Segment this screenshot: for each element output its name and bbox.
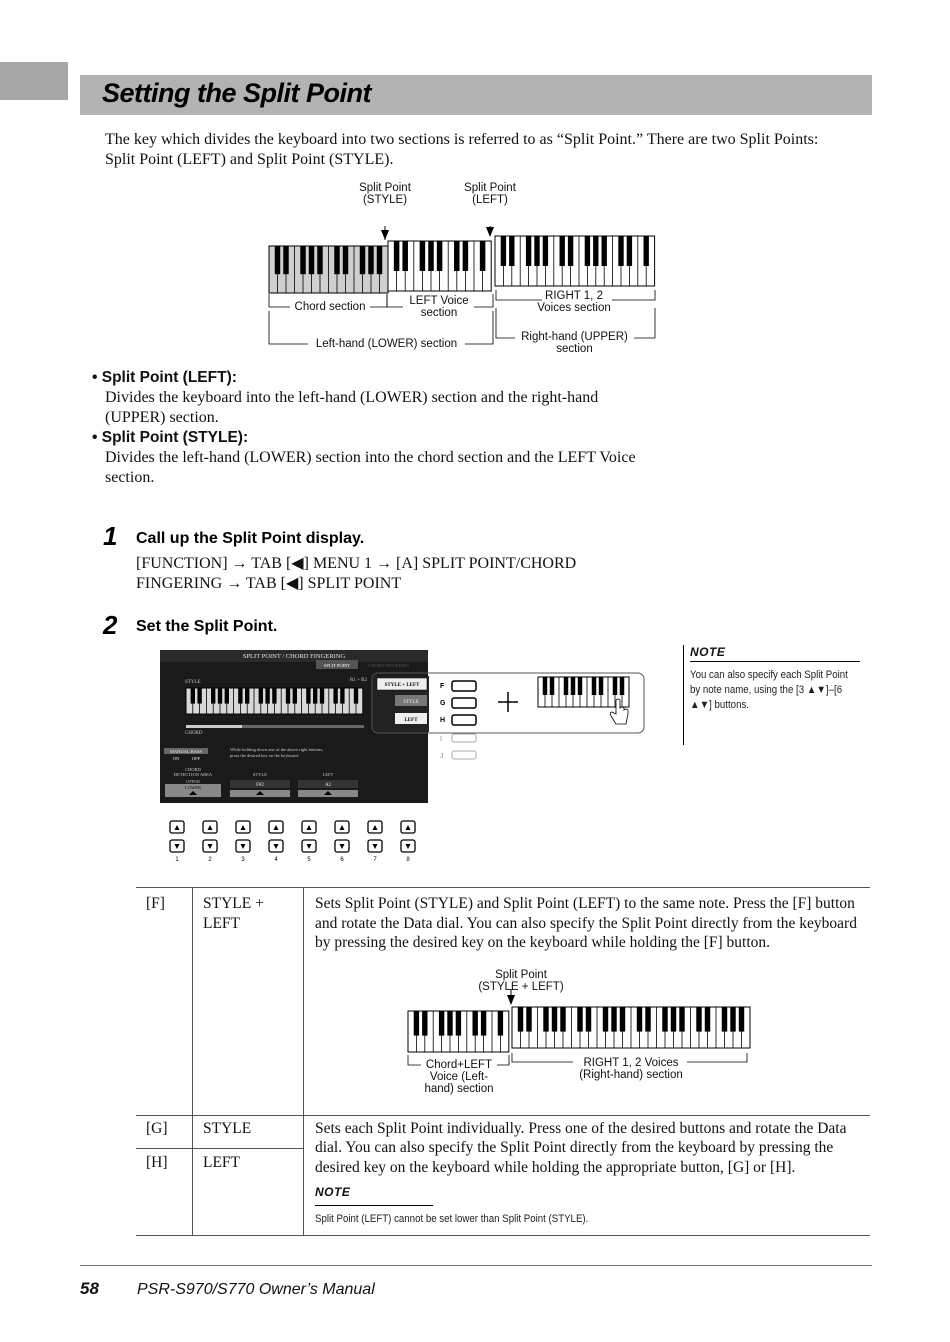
knob-number: 4 bbox=[274, 857, 278, 863]
black-key bbox=[225, 688, 229, 704]
black-key bbox=[354, 688, 358, 704]
black-key bbox=[439, 1011, 444, 1036]
black-key bbox=[454, 241, 460, 271]
bullet-text: Divides the keyboard into the left-hand (LOWER) section and the right-hand (UPPER) section. bbox=[105, 389, 599, 426]
black-key bbox=[730, 1007, 735, 1032]
note-heading: NOTE bbox=[690, 645, 726, 659]
black-key bbox=[613, 677, 617, 695]
letter-f: F bbox=[440, 683, 445, 690]
letter-h: H bbox=[440, 717, 446, 724]
table-row bbox=[136, 1115, 870, 1149]
label-chord-left-voice: Chord+LEFT Voice (Left- hand) section bbox=[424, 1058, 494, 1095]
knob-number: 3 bbox=[241, 857, 245, 863]
letter-i: I bbox=[440, 736, 442, 743]
black-key bbox=[309, 246, 314, 274]
keyboard-right-voices bbox=[495, 236, 655, 286]
table-desc: Sets each Split Point individually. Press one of the desired buttons and rotate the Data dial. You can also specify the Split Point directly from the keyboard by pressing the desired key on the keyboard while holding the appropriate button, [G] or [H]. NOTE Split Point (LEFT) cannot be set lower than Split Point (STYLE). bbox=[304, 1115, 871, 1235]
callout-keyboard bbox=[538, 677, 629, 707]
black-key bbox=[456, 1011, 461, 1036]
black-key bbox=[620, 1007, 625, 1032]
black-key bbox=[265, 688, 269, 704]
black-key bbox=[585, 236, 590, 266]
black-key bbox=[437, 241, 443, 271]
black-key bbox=[564, 677, 568, 695]
black-key bbox=[518, 1007, 523, 1032]
black-key bbox=[238, 688, 242, 704]
black-key bbox=[568, 236, 573, 266]
black-key bbox=[481, 1011, 486, 1036]
black-key bbox=[722, 1007, 727, 1032]
footer-rule bbox=[80, 1265, 872, 1266]
black-key bbox=[534, 236, 539, 266]
step-instructions: [FUNCTION] → TAB [◀] MENU 1 → [A] SPLIT POINT/CHORD FINGERING → TAB [◀] SPLIT POINT bbox=[136, 555, 577, 592]
table-desc: Sets Split Point (STYLE) and Split Point (LEFT) to the same note. Press the [F] button and rotate the Data dial. You can also specify the Split Point directly from the keyboard by pressing the desired key on the keyboard while holding the [F] button. Split Point (STYLE + LEFT) Chord+LEFT Voice (Left- hand) section RIGHT 1, 2 Voices (Right-hand) section bbox=[304, 888, 871, 1116]
screen-hint-1: While holding down one of the above right buttons, bbox=[230, 747, 324, 752]
screen-header: SPLIT POINT / CHORD FINGERING bbox=[242, 653, 346, 660]
black-key bbox=[543, 1007, 548, 1032]
black-key bbox=[603, 1007, 608, 1032]
black-key bbox=[480, 241, 486, 271]
screen-on: ON bbox=[172, 756, 180, 761]
letter-g: G bbox=[440, 700, 446, 707]
black-key bbox=[552, 1007, 557, 1032]
black-key bbox=[599, 677, 603, 695]
screen-keyboard bbox=[186, 688, 363, 714]
black-key bbox=[637, 1007, 642, 1032]
black-key bbox=[360, 246, 365, 274]
black-key bbox=[245, 688, 249, 704]
black-key bbox=[526, 236, 531, 266]
knob-number: 7 bbox=[373, 857, 377, 863]
black-key bbox=[343, 246, 348, 274]
black-key bbox=[543, 236, 548, 266]
keyboard-chord-section bbox=[269, 246, 388, 293]
black-key bbox=[593, 236, 598, 266]
black-key bbox=[191, 688, 195, 704]
bullet-heading: • Split Point (LEFT): bbox=[92, 369, 237, 386]
black-key bbox=[543, 677, 547, 695]
function-table bbox=[136, 887, 870, 1236]
step-title: Set the Split Point. bbox=[136, 618, 278, 635]
keyboard-left-voice bbox=[388, 241, 491, 291]
black-key bbox=[317, 246, 322, 274]
black-key bbox=[739, 1007, 744, 1032]
screen-btn-left: LEFT bbox=[404, 718, 418, 723]
chapter-tab bbox=[0, 62, 68, 100]
intro-paragraph: The key which divides the keyboard into two sections is referred to as “Split Point.” There are two Split Points: Split Point (LEFT) and Split Point (STYLE). bbox=[105, 131, 819, 168]
letter-j: J bbox=[440, 753, 444, 760]
black-key bbox=[320, 688, 324, 704]
label-split-style-left: Split Point (STYLE + LEFT) bbox=[478, 968, 564, 993]
black-key bbox=[671, 1007, 676, 1032]
black-key bbox=[197, 688, 201, 704]
screen-cda-1: CHORD bbox=[185, 767, 201, 772]
screen-manual-bass: MANUAL BASS bbox=[170, 749, 202, 754]
label-right-voices: RIGHT 1, 2 Voices section bbox=[537, 290, 611, 314]
diagram-style-left bbox=[315, 955, 862, 1107]
screen-upper: UPPER bbox=[185, 779, 201, 784]
screen-range: R1 + R2 bbox=[350, 678, 367, 683]
screen-val-left: A2 bbox=[324, 783, 332, 788]
note-box bbox=[690, 645, 865, 713]
black-key bbox=[509, 236, 514, 266]
keyboard-right-voices-2 bbox=[512, 1007, 750, 1048]
black-key bbox=[402, 241, 408, 271]
black-key bbox=[333, 688, 337, 704]
black-key bbox=[275, 246, 280, 274]
knob-number: 2 bbox=[208, 857, 212, 863]
black-key bbox=[300, 246, 305, 274]
knob-number: 5 bbox=[307, 857, 311, 863]
screen-hint-2: press the desired key on the keyboard. bbox=[230, 753, 299, 758]
section-title: Setting the Split Point bbox=[102, 78, 371, 108]
black-key bbox=[414, 1011, 419, 1036]
black-key bbox=[501, 236, 506, 266]
bullet-heading: • Split Point (STYLE): bbox=[92, 429, 249, 446]
screen-lower: LOWER bbox=[185, 785, 201, 790]
black-key bbox=[578, 677, 582, 695]
black-key bbox=[293, 688, 297, 704]
black-key bbox=[586, 1007, 591, 1032]
black-key bbox=[498, 1011, 503, 1036]
black-key bbox=[645, 1007, 650, 1032]
black-key bbox=[592, 677, 596, 695]
table-note bbox=[315, 1183, 433, 1206]
knob-number: 8 bbox=[406, 857, 410, 863]
note-text: You can also specify each Split Point by note name, using the [3 ▲▼]–[6 ▲▼] buttons. bbox=[690, 669, 848, 711]
screen-chord-label: CHORD bbox=[185, 731, 203, 736]
table-name: STYLE bbox=[193, 1115, 304, 1149]
keyboard-chord-left bbox=[408, 1011, 509, 1052]
split-point-screen bbox=[160, 650, 650, 865]
screen-col-style: STYLE bbox=[253, 772, 267, 777]
black-key bbox=[313, 688, 317, 704]
page-number: 58 bbox=[80, 1279, 99, 1298]
table-key: [G] bbox=[136, 1115, 193, 1149]
note-text: Split Point (LEFT) cannot be set lower than Split Point (STYLE). bbox=[315, 1212, 589, 1225]
manual-title: PSR-S970/S770 Owner’s Manual bbox=[137, 1281, 375, 1298]
black-key bbox=[377, 246, 382, 274]
tab-split-point: SPLIT POINT bbox=[323, 663, 351, 668]
knob-number: 6 bbox=[340, 857, 344, 863]
label-lower-section: Left-hand (LOWER) section bbox=[315, 338, 458, 350]
black-key bbox=[611, 1007, 616, 1032]
step-number: 2 bbox=[103, 610, 118, 640]
label-chord-section: Chord section bbox=[294, 301, 366, 313]
black-key bbox=[705, 1007, 710, 1032]
black-key bbox=[560, 236, 565, 266]
black-key bbox=[644, 236, 649, 266]
label-split-left: Split Point (LEFT) bbox=[464, 182, 516, 206]
black-key bbox=[272, 688, 276, 704]
black-key bbox=[283, 246, 288, 274]
black-key bbox=[306, 688, 310, 704]
black-key bbox=[447, 1011, 452, 1036]
black-key bbox=[340, 688, 344, 704]
screen-btn-style: STYLE bbox=[403, 700, 419, 705]
black-key bbox=[602, 236, 607, 266]
black-key bbox=[620, 677, 624, 695]
black-key bbox=[560, 1007, 565, 1032]
black-key bbox=[571, 677, 575, 695]
black-key bbox=[259, 688, 263, 704]
screen-illustration bbox=[160, 650, 650, 865]
screen-col-left: LEFT bbox=[322, 772, 334, 777]
black-key bbox=[526, 1007, 531, 1032]
black-key bbox=[662, 1007, 667, 1032]
black-key bbox=[368, 246, 373, 274]
black-key bbox=[473, 1011, 478, 1036]
black-key bbox=[218, 688, 222, 704]
label-left-voice: LEFT Voice section bbox=[409, 295, 469, 319]
label-right-voices-2: RIGHT 1, 2 Voices (Right-hand) section bbox=[579, 1056, 683, 1081]
screen-style-label: STYLE bbox=[185, 680, 201, 685]
step-number: 1 bbox=[103, 521, 118, 551]
screen-val-style: F#2 bbox=[256, 783, 264, 788]
black-key bbox=[577, 1007, 582, 1032]
black-key bbox=[286, 688, 290, 704]
knob-number: 1 bbox=[175, 857, 179, 863]
note-heading: NOTE bbox=[315, 1185, 351, 1199]
table-name: LEFT bbox=[193, 1149, 304, 1235]
screen-cda-2: DETECTION AREA bbox=[173, 772, 213, 777]
screen-off: OFF bbox=[191, 756, 201, 761]
black-key bbox=[334, 246, 339, 274]
label-upper-section: Right-hand (UPPER) section bbox=[521, 331, 628, 355]
table-key: [H] bbox=[136, 1149, 193, 1235]
table-key: [F] bbox=[136, 888, 193, 1116]
black-key bbox=[211, 688, 215, 704]
table-name: STYLE + LEFT bbox=[193, 888, 304, 1116]
black-key bbox=[394, 241, 400, 271]
tab-chord-fingering: CHORD FINGERING bbox=[368, 663, 410, 668]
black-key bbox=[618, 236, 623, 266]
step-title: Call up the Split Point display. bbox=[136, 530, 365, 547]
bullet-text: Divides the left-hand (LOWER) section into the chord section and the LEFT Voice section. bbox=[105, 449, 636, 486]
black-key bbox=[463, 241, 469, 271]
black-key bbox=[422, 1011, 427, 1036]
black-key bbox=[428, 241, 434, 271]
black-key bbox=[696, 1007, 701, 1032]
bullet-list bbox=[92, 368, 692, 488]
screen-btn-style-left: STYLE + LEFT bbox=[384, 683, 420, 688]
black-key bbox=[627, 236, 632, 266]
table-row bbox=[136, 888, 870, 1116]
split-point-diagram bbox=[260, 180, 670, 360]
black-key bbox=[550, 677, 554, 695]
label-split-style: Split Point (STYLE) bbox=[359, 182, 411, 206]
black-key bbox=[679, 1007, 684, 1032]
black-key bbox=[420, 241, 426, 271]
